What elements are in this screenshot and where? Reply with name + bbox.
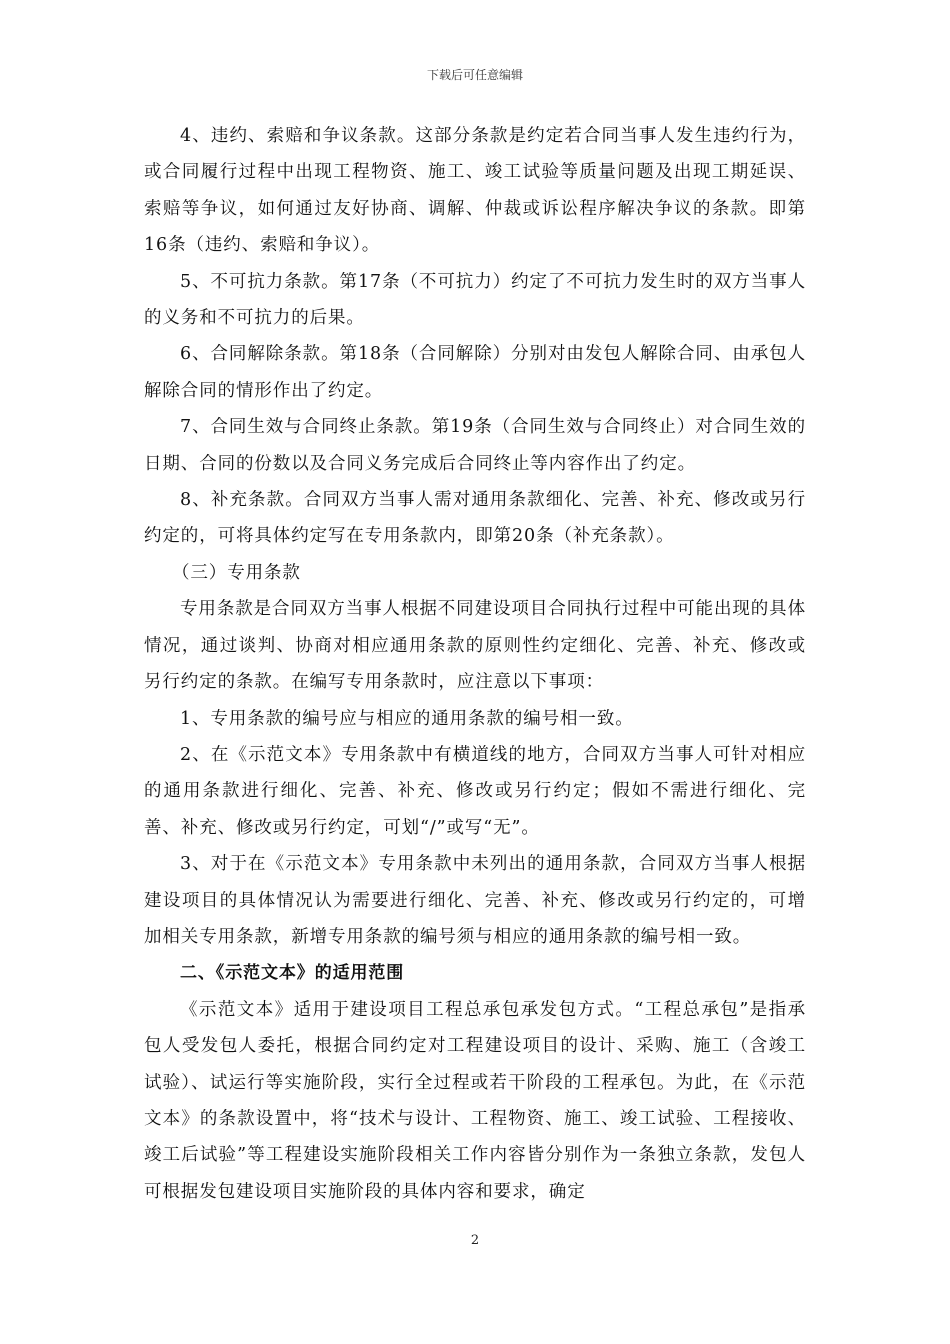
page-number: 2 [470, 1233, 480, 1248]
section-heading-special-terms: （三）专用条款 [172, 562, 301, 583]
paragraph-note-3: 3、对于在《示范文本》专用条款中未列出的通用条款，合同双方当事人根据建设项目的具体情况认为需要进行细化、完善、补充、修改或另行约定的，可增加相关专用条款，新增专用条款的编号须与相应的通用条款的编号相一致。 [144, 854, 806, 947]
paragraph-clause-6: 6、合同解除条款。第18条（合同解除）分别对由发包人解除合同、由承包人解除合同的情形作出了约定。 [144, 344, 806, 401]
paragraph-note-1: 1、专用条款的编号应与相应的通用条款的编号相一致。 [180, 708, 634, 729]
paragraph-clause-4: 4、违约、索赔和争议条款。这部分条款是约定若合同当事人发生违约行为，或合同履行过程中出现工程物资、施工、竣工试验等质量问题及出现工期延误、索赔等争议，如何通过友好协商、调解、仲裁或诉讼程序解决争议的条款。即第16条（违约、索赔和争议）。 [144, 126, 806, 256]
page-header-note: 下载后可任意编辑 [426, 68, 523, 82]
paragraph-clause-8: 8、补充条款。合同双方当事人需对通用条款细化、完善、补充、修改或另行约定的，可将具体约定写在专用条款内，即第20条（补充条款）。 [144, 490, 806, 547]
section-heading-scope: 二、《示范文本》的适用范围 [180, 963, 405, 984]
paragraph-note-2: 2、在《示范文本》专用条款中有横道线的地方，合同双方当事人可针对相应的通用条款进行细化、完善、补充、修改或另行约定；假如不需进行细化、完善、补充、修改或另行约定，可划“/”或写“无”。 [144, 744, 806, 838]
paragraph-clause-5: 5、不可抗力条款。第17条（不可抗力）约定了不可抗力发生时的双方当事人的义务和不可抗力的后果。 [144, 271, 806, 329]
document-body [144, 118, 806, 1210]
paragraph-clause-7: 7、合同生效与合同终止条款。第19条（合同生效与合同终止）对合同生效的日期、合同的份数以及合同义务完成后合同终止等内容作出了约定。 [144, 417, 806, 474]
paragraph-scope: 《示范文本》适用于建设项目工程总承包承发包方式。“工程总承包”是指承包人受发包人委托，根据合同约定对工程建设项目的设计、采购、施工（含竣工试验）、试运行等实施阶段，实行全过程或若干阶段的工程承包。为此，在《示范文本》的条款设置中，将“技术与设计、工程物资、施工、竣工试验、工程接收、竣工后试验”等工程建设实施阶段相关工作内容皆分别作为一条独立条款，发包人可根据发包建设项目实施阶段的具体内容和要求，确定 [144, 999, 806, 1202]
paragraph-special-terms-intro: 专用条款是合同双方当事人根据不同建设项目合同执行过程中可能出现的具体情况，通过谈判、协商对相应通用条款的原则性约定细化、完善、补充、修改或另行约定的条款。在编写专用条款时，应注意以下事项： [144, 599, 806, 693]
